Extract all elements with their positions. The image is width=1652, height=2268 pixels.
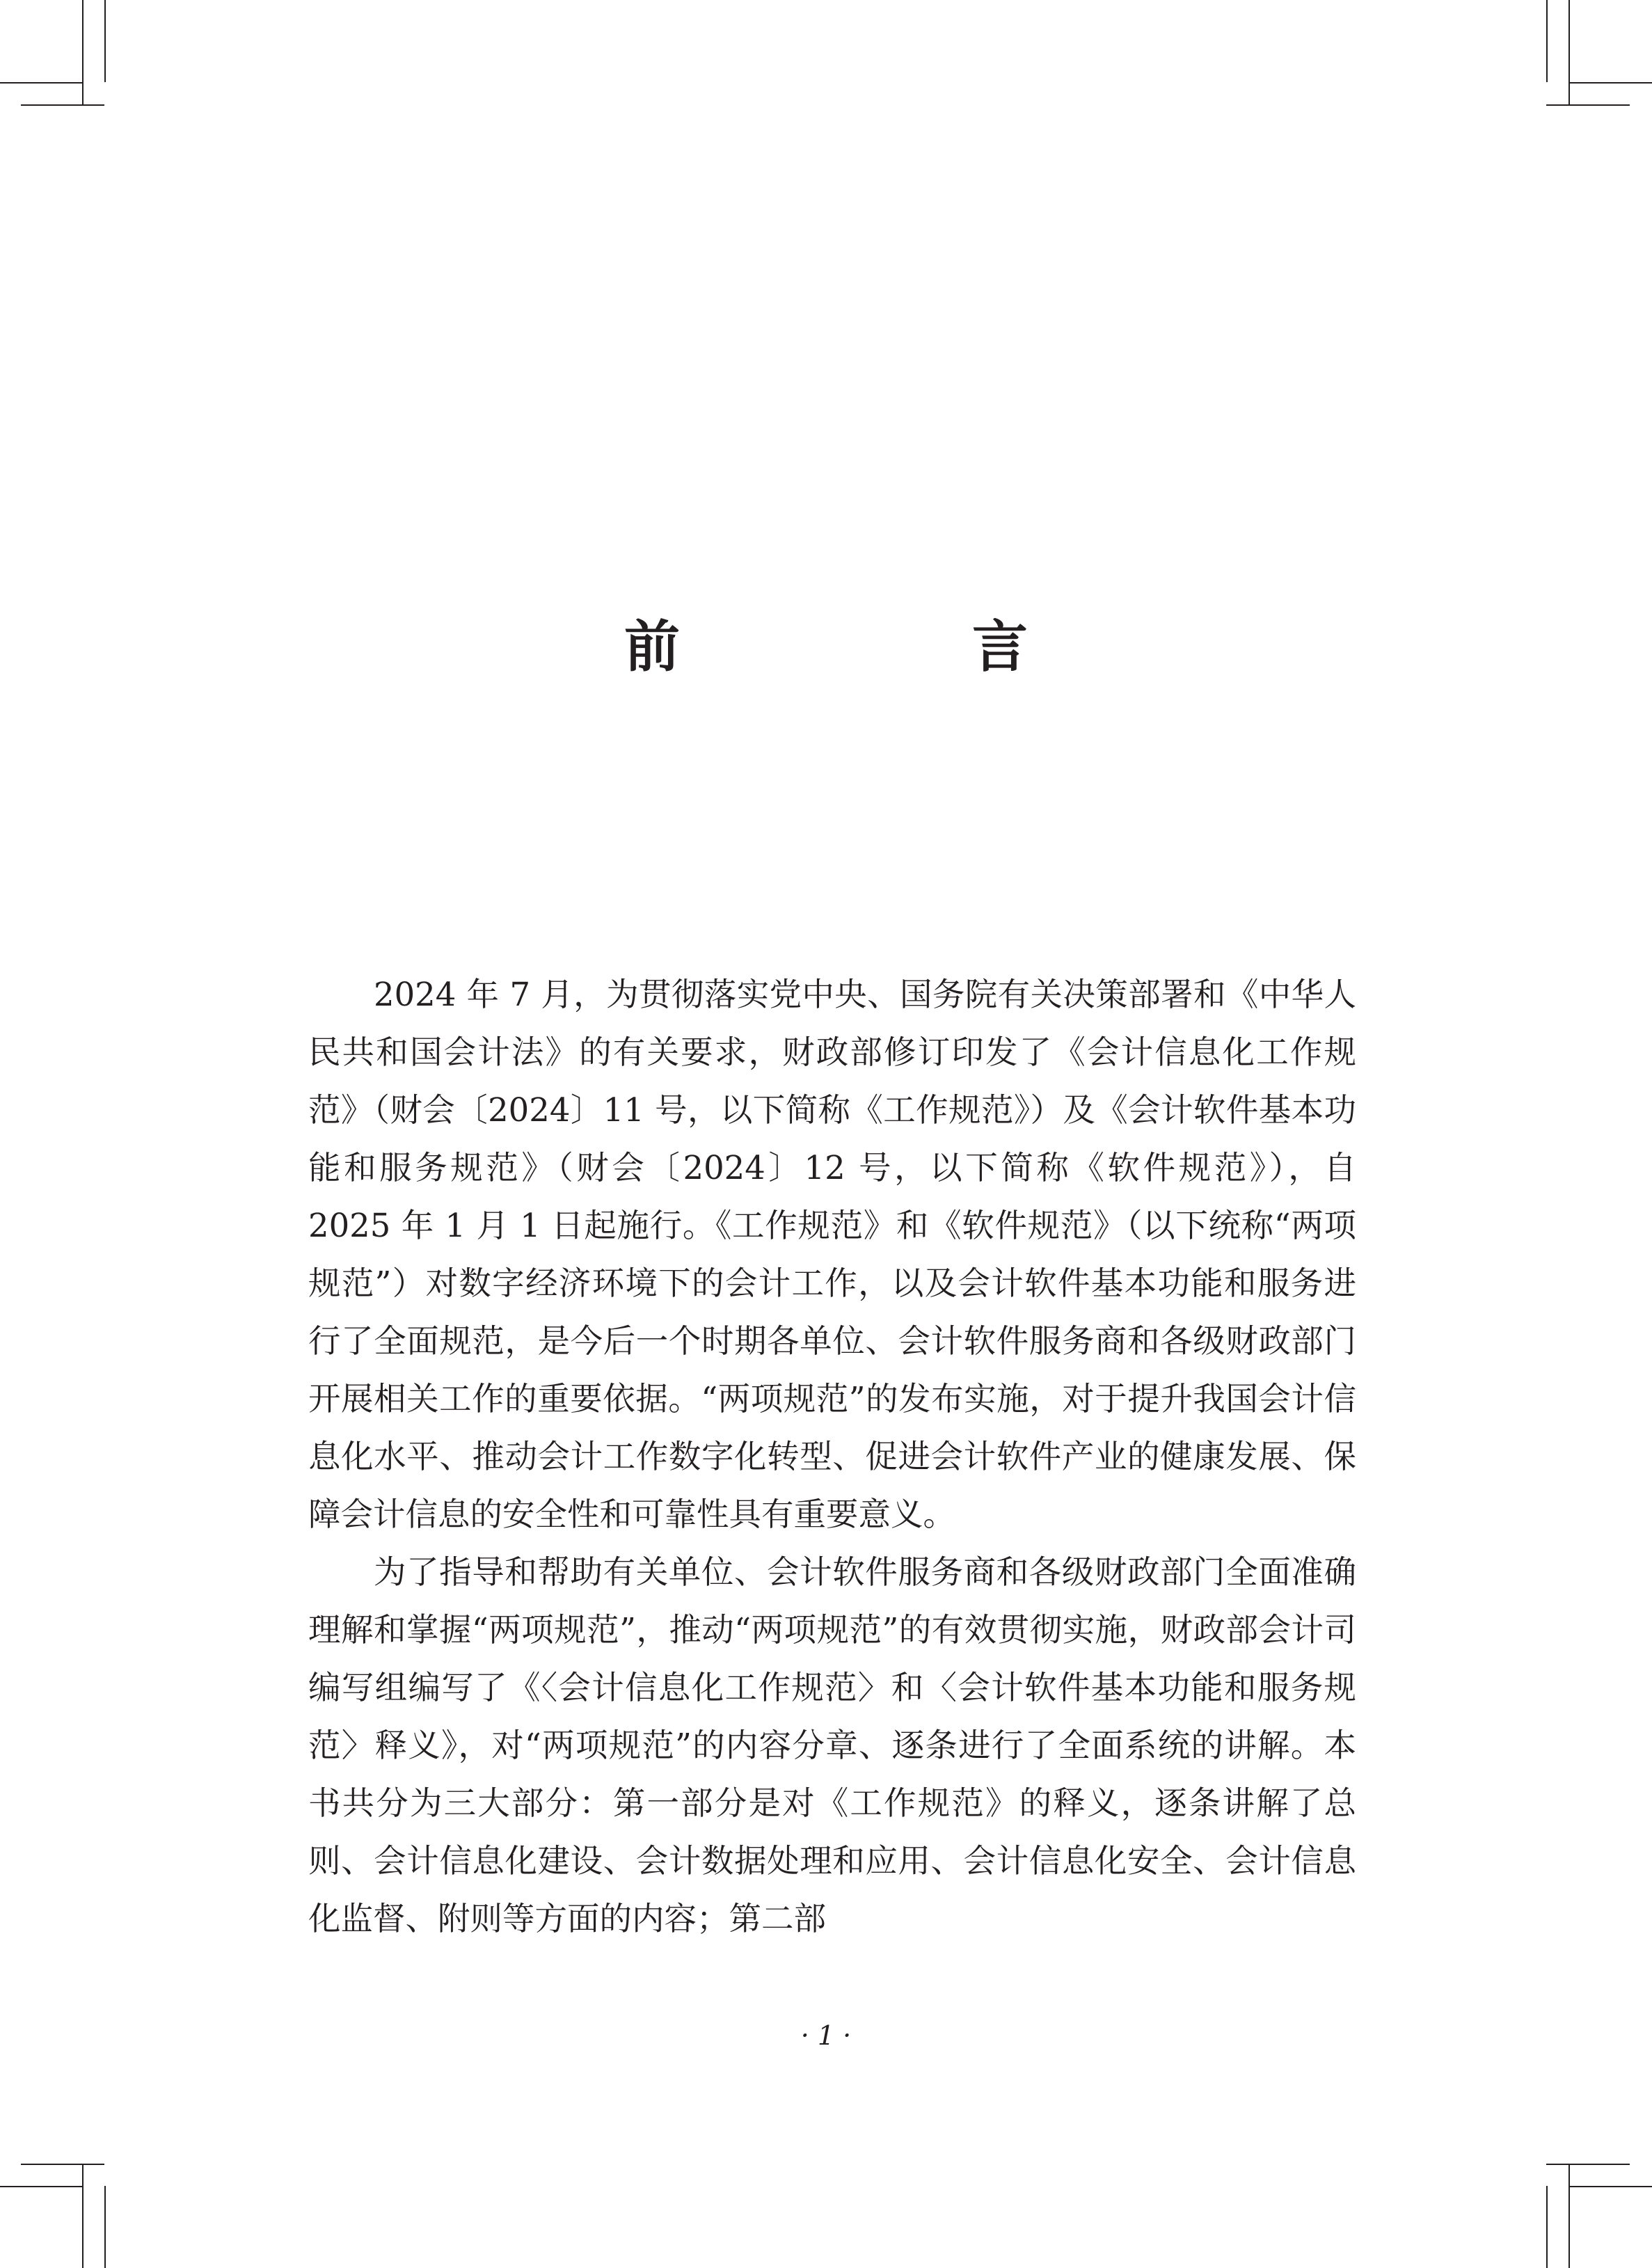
crop-mark-bottom-right-horizontal <box>1568 2186 1652 2187</box>
page-title: 前 言 <box>624 614 1146 679</box>
crop-mark-bottom-right-horizontal-inner <box>1546 2164 1630 2165</box>
crop-mark-bottom-left-vertical-inner <box>104 2186 106 2268</box>
paragraph-1: 2024 年 7 月，为贯彻落实党中央、国务院有关决策部署和《中华人民共和国会计法》的有关要求，财政部修订印发了《会计信息化工作规范》（财会〔2024〕11 号，以下简称《工作规范》）及《会计软件基本功能和服务规范》（财会〔2024〕12 号，以下简称《软件规范》），自 2025 年 1 月 1 日起施行。《工作规范》和《软件规范》（以下统称“两项规范”）对数字经济环境下的会计工作，以及会计软件基本功能和服务进行了全面规范，是今后一个时期各单位、会计软件服务商和各级财政部门开展相关工作的重要依据。“两项规范”的发布实施，对于提升我国会计信息化水平、推动会计工作数字化转型、促进会计软件产业的健康发展、保障会计信息的安全性和可靠性具有重要意义。 <box>308 976 1356 1533</box>
page-number: · 1 · <box>800 2020 852 2051</box>
body-text <box>308 966 1356 1948</box>
crop-mark-top-left-vertical-inner <box>104 0 106 82</box>
paragraph-2: 为了指导和帮助有关单位、会计软件服务商和各级财政部门全面准确理解和掌握“两项规范”，推动“两项规范”的有效贯彻实施，财政部会计司编写组编写了《〈会计信息化工作规范〉和〈会计软件基本功能和服务规范〉释义》，对“两项规范”的内容分章、逐条进行了全面系统的讲解。本书共分为三大部分：第一部分是对《工作规范》的释义，逐条讲解了总则、会计信息化建设、会计数据处理和应用、会计信息化安全、会计信息化监督、附则等方面的内容；第二部 <box>308 1553 1356 1937</box>
crop-mark-top-left-vertical <box>82 0 84 104</box>
crop-mark-top-right-vertical-inner <box>1546 0 1548 82</box>
crop-mark-top-right-horizontal <box>1568 82 1652 84</box>
crop-mark-top-left-horizontal-inner <box>21 104 104 106</box>
crop-mark-top-left-horizontal <box>0 82 82 84</box>
crop-mark-top-right-horizontal-inner <box>1546 104 1630 106</box>
crop-mark-bottom-right-vertical <box>1568 2164 1570 2268</box>
crop-mark-bottom-left-vertical <box>82 2164 84 2268</box>
crop-mark-bottom-right-vertical-inner <box>1546 2186 1548 2268</box>
crop-mark-top-right-vertical <box>1568 0 1570 104</box>
crop-mark-bottom-left-horizontal-inner <box>21 2164 104 2165</box>
crop-mark-bottom-left-horizontal <box>0 2186 82 2187</box>
